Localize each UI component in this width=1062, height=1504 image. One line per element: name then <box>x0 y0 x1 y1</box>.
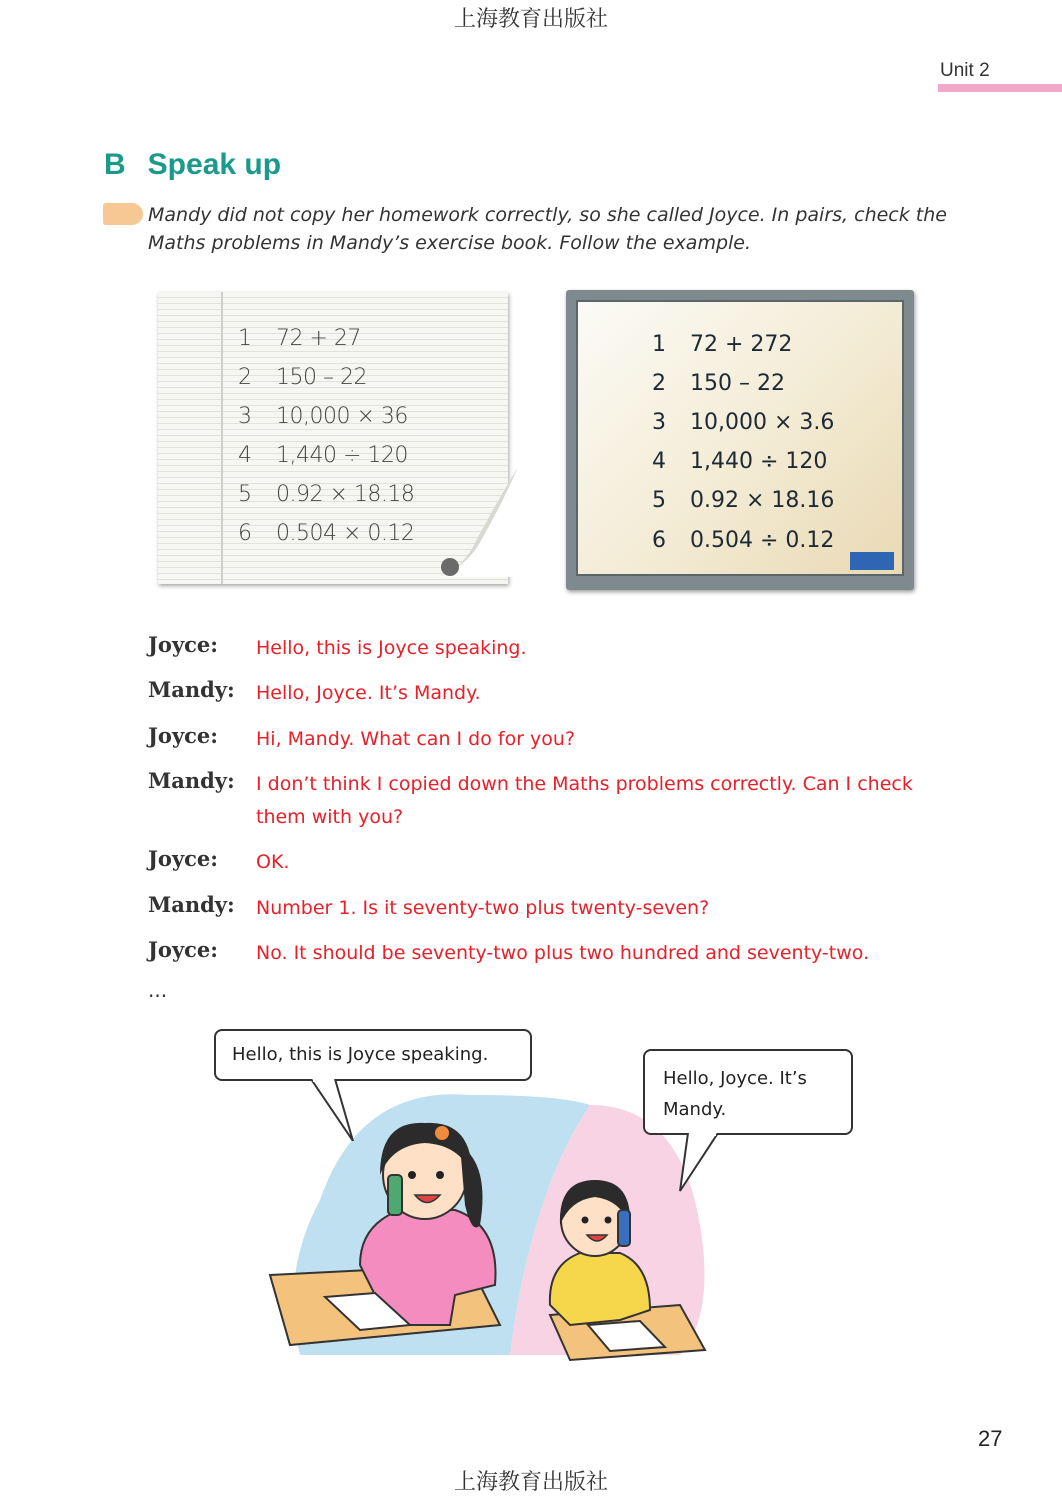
bubble-tail-joyce <box>305 1079 365 1141</box>
bubble-tail-mandy <box>678 1133 723 1193</box>
section-heading <box>104 148 281 182</box>
ellipsis: ... <box>148 978 168 1002</box>
speaker: Joyce: <box>148 937 219 962</box>
notebook-problem: 1 72 + 27 <box>238 326 361 351</box>
speech-bubble-mandy <box>643 1049 853 1135</box>
section-letter: B <box>104 148 126 181</box>
board-problem: 1 72 + 272 <box>652 332 793 357</box>
board-problem: 5 0.92 × 18.16 <box>652 488 835 513</box>
speaker: Mandy: <box>148 892 235 917</box>
board-problem: 2 150 – 22 <box>652 371 785 396</box>
notebook-problem: 5 0.92 × 18.18 <box>238 482 415 507</box>
page-number: 27 <box>978 1426 1003 1451</box>
page-curl-icon <box>428 467 518 577</box>
speech-bubble-joyce: Hello, this is Joyce speaking. <box>214 1029 532 1081</box>
speaker: Mandy: <box>148 768 235 793</box>
speech: I don’t think I copied down the Maths problems correctly. Can I check them with you? <box>256 773 913 828</box>
speech: Hello, this is Joyce speaking. <box>256 637 527 659</box>
board-problem: 4 1,440 ÷ 120 <box>652 449 828 474</box>
board-eraser-icon <box>850 552 894 570</box>
publisher-header: 上海教育出版社 <box>453 7 608 32</box>
board-problem: 6 0.504 ÷ 0.12 <box>652 528 835 553</box>
notebook-problem: 4 1,440 ÷ 120 <box>238 443 408 468</box>
notebook-problem: 2 150 – 22 <box>238 365 367 390</box>
speaker: Mandy: <box>148 677 235 702</box>
speech: Number 1. Is it seventy-two plus twenty-seven? <box>256 897 710 919</box>
instruction-text <box>148 201 968 257</box>
notebook-problem: 6 0.504 × 0.12 <box>238 521 415 546</box>
margin-line <box>221 292 223 584</box>
speaker: Joyce: <box>148 846 219 871</box>
speech: Hello, Joyce. It’s Mandy. <box>256 682 481 704</box>
section-title: Speak up <box>147 148 282 181</box>
exercise-book-page <box>158 292 508 584</box>
unit-bar <box>938 84 1062 92</box>
unit-label: Unit 2 <box>940 60 990 81</box>
instruction-tab-icon <box>103 203 143 225</box>
speaker: Joyce: <box>148 723 219 748</box>
bubble-line: Hello, Joyce. It’s <box>663 1068 807 1089</box>
notebook-problem: 3 10,000 × 36 <box>238 404 408 429</box>
whiteboard <box>566 290 914 590</box>
speech: No. It should be seventy-two plus two hundred and seventy-two. <box>256 942 870 964</box>
speech: OK. <box>256 851 290 873</box>
speaker: Joyce: <box>148 632 219 657</box>
instruction-line: Maths problems in Mandy’s exercise book. Follow the example. <box>148 232 752 254</box>
board-problem: 3 10,000 × 3.6 <box>652 410 835 435</box>
speech: Hi, Mandy. What can I do for you? <box>256 728 576 750</box>
publisher-footer: 上海教育出版社 <box>453 1470 608 1495</box>
instruction-line: Mandy did not copy her homework correctly, so she called Joyce. In pairs, check the <box>148 204 947 226</box>
whiteboard-surface <box>576 300 904 576</box>
bubble-line: Mandy. <box>663 1099 727 1120</box>
